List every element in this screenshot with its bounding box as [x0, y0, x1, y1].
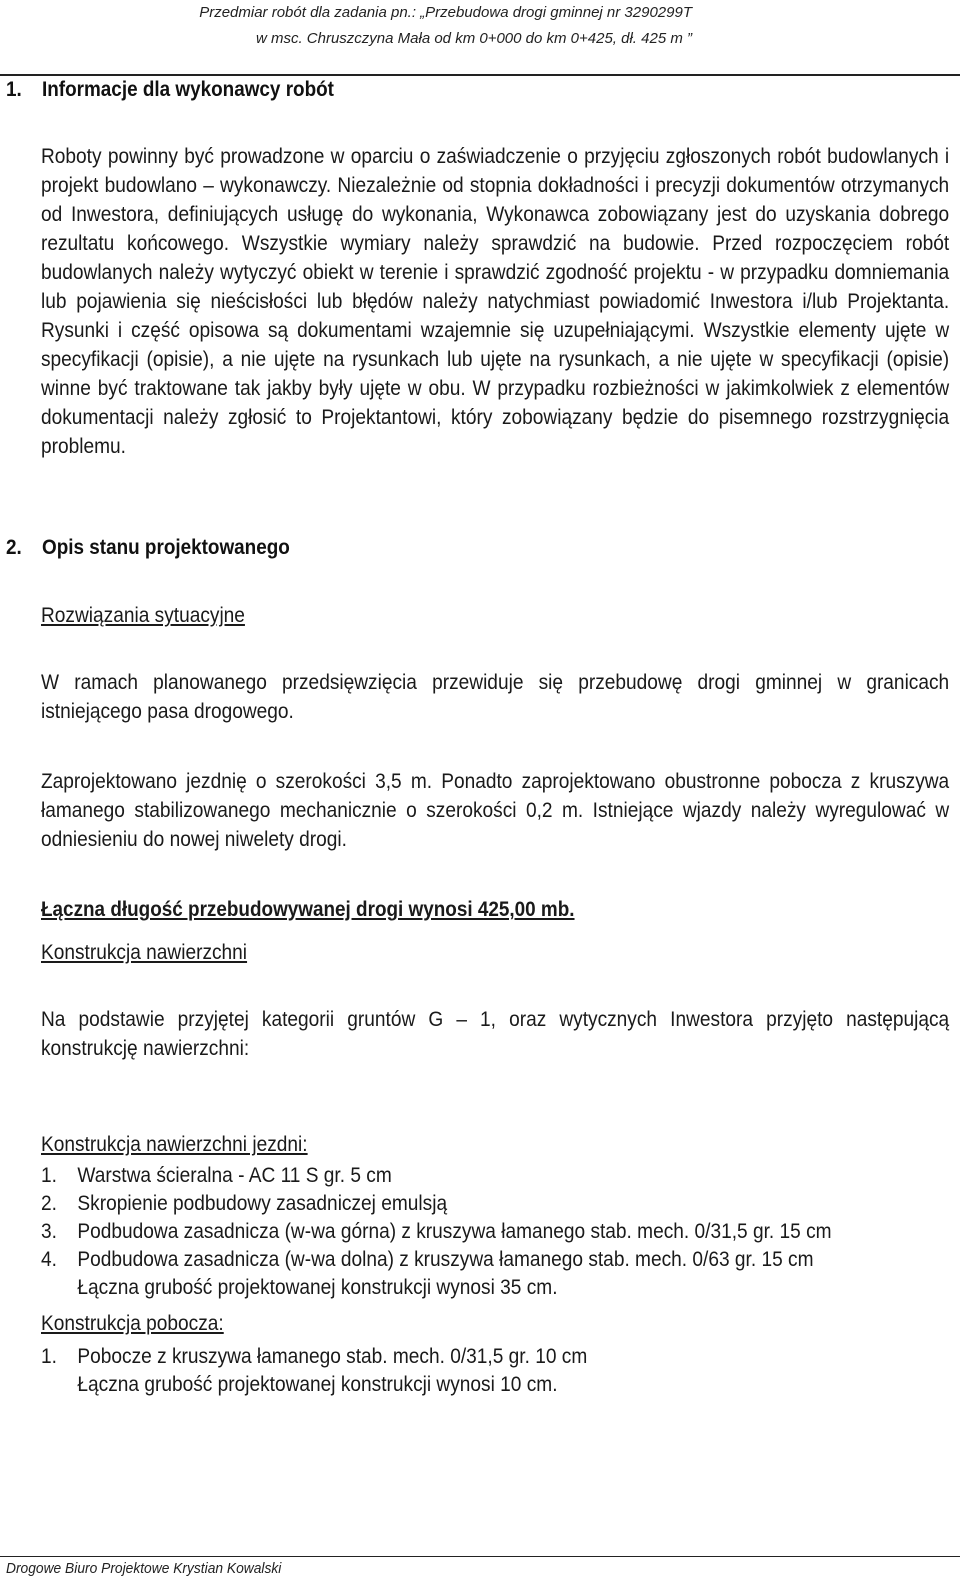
shoulder-heading: Konstrukcja pobocza:: [41, 1312, 224, 1335]
total-length-statement: Łączna długość przebudowywanej drogi wynosi 425,00 mb.: [41, 898, 575, 921]
section-1-title: Informacje dla wykonawcy robót: [42, 78, 334, 101]
list-item: 2. Skropienie podbudowy zasadniczej emulsją: [41, 1192, 448, 1215]
section-2-title: Opis stanu projektowanego: [42, 536, 290, 559]
section-2-number: 2.: [6, 536, 22, 559]
header-divider: [0, 74, 960, 76]
paragraph-width: Zaprojektowano jezdnię o szerokości 3,5 m. Ponadto zaprojektowano obustronne pobocza z kruszywa łamanego stabilizowanego mechanicznie o szerokości 0,2 m. Istniejące wjazdy należy wyregulować w odniesieniu do nowej niwelety drogi.: [41, 770, 950, 851]
shoulder-total: Łączna grubość projektowanej konstrukcji wynosi 10 cm.: [77, 1373, 558, 1396]
shoulder-list: [41, 1343, 587, 1399]
page-header: [92, 0, 692, 52]
list-item: 3. Podbudowa zasadnicza (w-wa górna) z kruszywa łamanego stab. mech. 0/31,5 gr. 15 cm: [41, 1220, 832, 1243]
paragraph-construction: Na podstawie przyjętej kategorii gruntów G – 1, oraz wytycznych Inwestora przyjęto następującą konstrukcję nawierzchni:: [41, 1008, 950, 1060]
section-1-number: 1.: [6, 78, 22, 101]
list-item: 4. Podbudowa zasadnicza (w-wa dolna) z kruszywa łamanego stab. mech. 0/63 gr. 15 cm: [41, 1248, 814, 1271]
header-line-2: w msc. Chruszczyna Mała od km 0+000 do km 0+425, dł. 425 m ”: [255, 30, 692, 47]
list-item: 1. Warstwa ścieralna - AC 11 S gr. 5 cm: [41, 1164, 392, 1187]
section-1-paragraph: Roboty powinny być prowadzone w oparciu o zaświadczenie o przyjęciu zgłoszonych robót budowlanych i projekt budowlano – wykonawczy. Niezależnie od stopnia dokładności i precyzji dokumentów otrzymanych od Inwestora, definiujących usługę do wykonania, Wykonawca zobowiązany jest do uzyskania dobrego rezultatu końcowego. Wszystkie wymiary należy sprawdzić na budowie. Przed rozpoczęciem robót budowlanych należy wytyczyć obiekt w terenie i sprawdzić zgodność projektu - w przypadku domniemania lub pojawienia się nieścisłości lub błędów należy natychmiast powiadomić Inwestora i/lub Projektanta. Rysunki i część opisowa są dokumentami wzajemnie się uzupełniającymi. Wszystkie elementy ujęte w specyfikacji (opisie), a nie ujęte na rysunkach lub ujęte na rysunkach, a nie ujęte w specyfikacji (opisie) winne być traktowane tak jakby były ujęte w obu. W przypadku rozbieżności w jakimkolwiek z elementów dokumentacji należy zgłosić to Projektantowi, który zobowiązany będzie do pisemnego rozstrzygnięcia problemu.: [41, 145, 950, 458]
roadway-list: [41, 1162, 832, 1302]
subsection-situational: Rozwiązania sytuacyjne: [41, 604, 245, 627]
subsection-construction: Konstrukcja nawierzchni: [41, 941, 248, 964]
roadway-total: Łączna grubość projektowanej konstrukcji wynosi 35 cm.: [77, 1276, 558, 1299]
list-item: 1. Pobocze z kruszywa łamanego stab. mech. 0/31,5 gr. 10 cm: [41, 1345, 588, 1368]
roadway-heading: Konstrukcja nawierzchni jezdni:: [41, 1133, 308, 1156]
page-footer: Drogowe Biuro Projektowe Krystian Kowalski: [6, 1560, 282, 1577]
section-1-heading: [6, 78, 334, 102]
header-line-1: Przedmiar robót dla zadania pn.: „Przebudowa drogi gminnej nr 3290299T: [199, 4, 692, 21]
footer-divider: [0, 1556, 960, 1557]
paragraph-plan: W ramach planowanego przedsięwzięcia przewiduje się przebudowę drogi gminnej w granicach istniejącego pasa drogowego.: [41, 671, 950, 723]
section-2-heading: [6, 536, 290, 560]
